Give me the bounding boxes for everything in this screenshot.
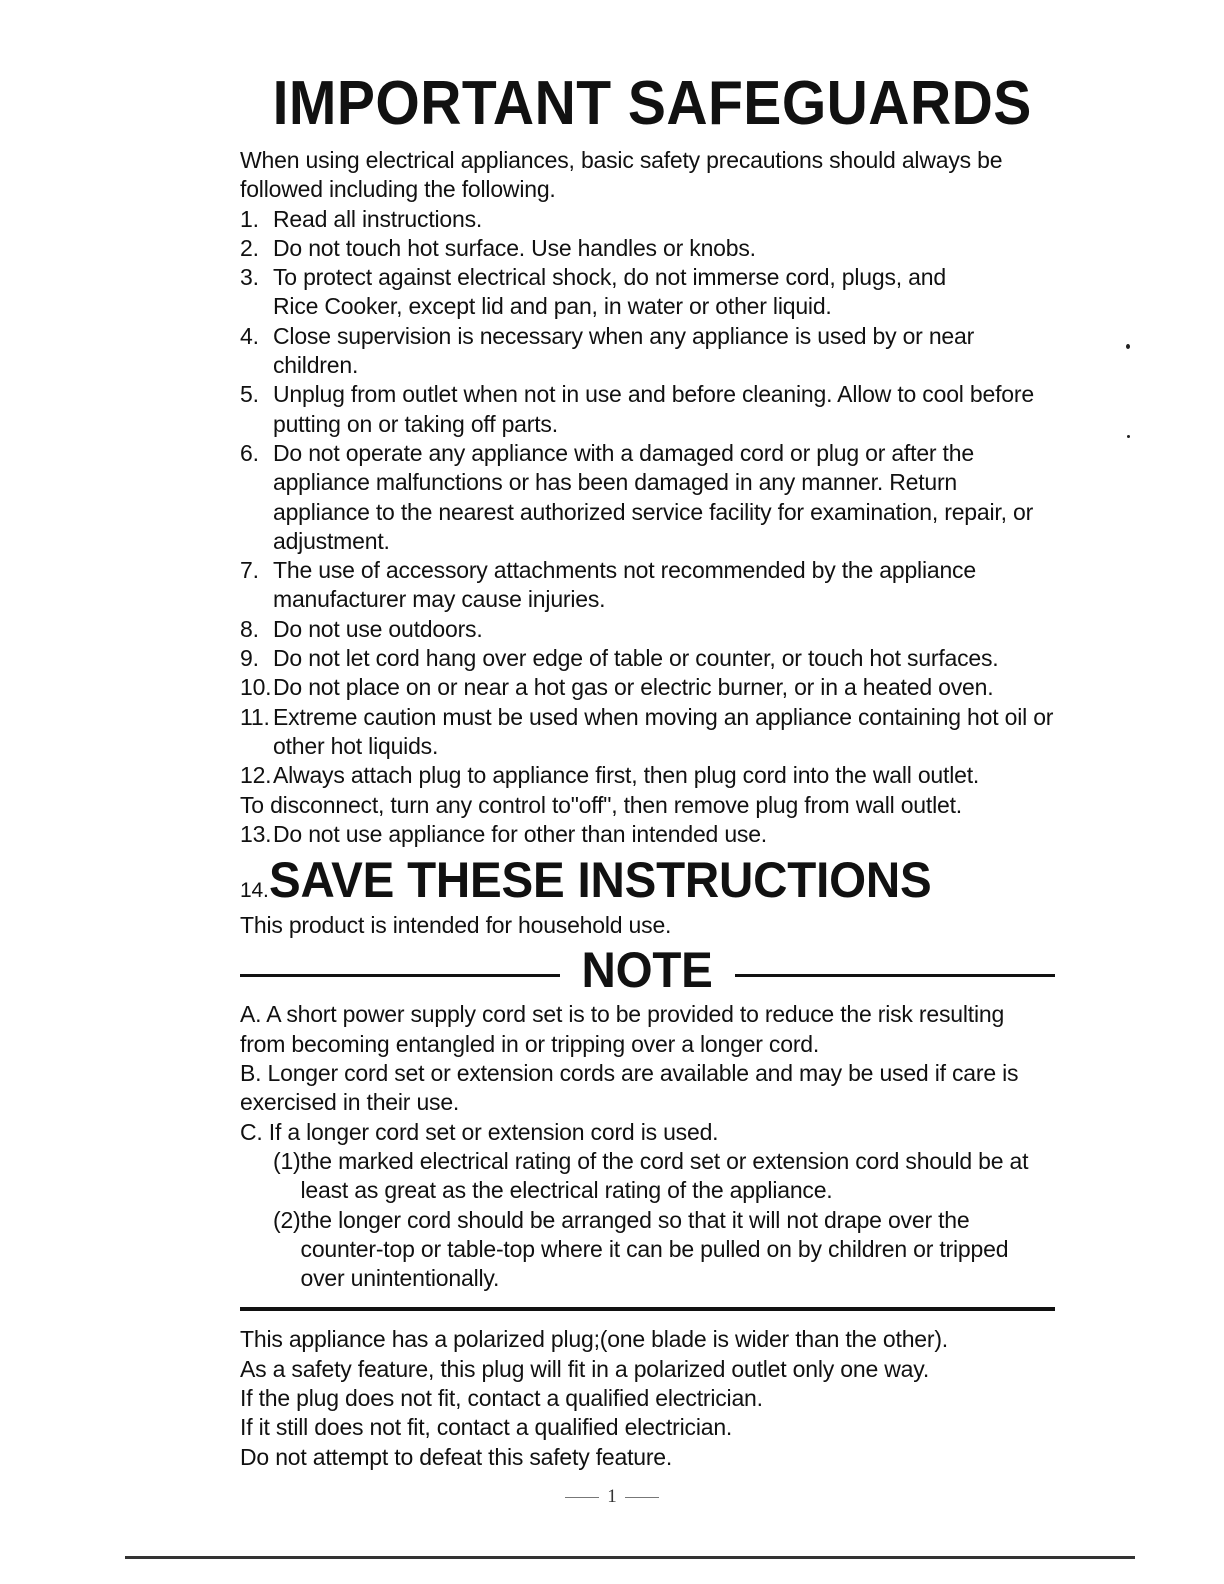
list-item: 1. Read all instructions. bbox=[240, 205, 483, 232]
list-item: 12. Always attach plug to appliance first, then plug cord into the wall outlet. bbox=[240, 762, 980, 789]
page-title: IMPORTANT SAFEGUARDS bbox=[272, 69, 1032, 138]
list-item: 3. To protect against electrical shock, do not immerse cord, plugs, and Rice Cooker, except lid and pan, in water or other liquid. bbox=[240, 264, 946, 320]
safeguards-page bbox=[240, 68, 1055, 1472]
page-dash-left bbox=[565, 1497, 599, 1498]
notes-section bbox=[240, 1000, 1055, 1293]
note-c-subitems bbox=[240, 1147, 1055, 1293]
polarized-line: Do not attempt to defeat this safety feature. bbox=[240, 1443, 673, 1470]
polarized-line: If the plug does not fit, contact a qualified electrician. bbox=[240, 1384, 763, 1411]
polarized-line: This appliance has a polarized plug;(one blade is wider than the other). bbox=[240, 1326, 948, 1353]
safeguard-list-cont bbox=[240, 820, 1055, 849]
list-item: 4. Close supervision is necessary when any appliance is used by or near children. bbox=[240, 322, 975, 379]
list-item: 11. Extreme caution must be used when moving an appliance containing hot oil or other hot liquids. bbox=[240, 703, 1054, 759]
list-item: 2. Do not touch hot surface. Use handles or knobs. bbox=[240, 234, 756, 261]
note-b: B. Longer cord set or extension cords are available and may be used if care is exercised in their use. bbox=[240, 1060, 1019, 1116]
note-a: A. A short power supply cord set is to be provided to reduce the risk resulting from becoming entangled in or tripping over a longer cord. bbox=[240, 1001, 1005, 1057]
list-item: 13. Do not use appliance for other than intended use. bbox=[240, 820, 767, 847]
safeguard-list bbox=[240, 205, 1055, 791]
list-item: 8. Do not use outdoors. bbox=[240, 615, 483, 642]
scan-edge-line bbox=[125, 1556, 1135, 1559]
list-item: 5. Unplug from outlet when not in use and before cleaning. Allow to cool before putting on or taking off parts. bbox=[240, 381, 1034, 437]
intro-paragraph: When using electrical appliances, basic safety precautions should always be followed including the following. bbox=[240, 147, 1003, 203]
list-item: (2) the longer cord should be arranged so that it will not drape over the counter-top or table-top where it can be pulled on by children or tripped over unintentionally. bbox=[273, 1206, 1009, 1292]
list-item: 10. Do not place on or near a hot gas or electric burner, or in a heated oven. bbox=[240, 674, 994, 701]
list-item: 6. Do not operate any appliance with a damaged cord or plug or after the appliance malfunctions or has been damaged in any manner. Return appliance to the nearest authorized service facility for examination, repair, or adjustment. bbox=[240, 439, 1034, 554]
note-c: C. If a longer cord set or extension cord is used. bbox=[240, 1118, 719, 1145]
list-item: 7. The use of accessory attachments not recommended by the appliance manufacturer may cause injuries. bbox=[240, 557, 976, 613]
section-divider bbox=[240, 1307, 1055, 1311]
note-heading bbox=[240, 940, 1055, 1000]
polarized-line: As a safety feature, this plug will fit in a polarized outlet only one way. bbox=[240, 1355, 930, 1382]
save-instructions-heading bbox=[240, 849, 1055, 911]
household-note: This product is intended for household use. bbox=[240, 912, 672, 939]
note-rule-right bbox=[735, 974, 1055, 977]
scan-speck bbox=[1127, 435, 1130, 438]
list-item: 9. Do not let cord hang over edge of table or counter, or touch hot surfaces. bbox=[240, 645, 999, 672]
scan-speck bbox=[1126, 344, 1130, 349]
disconnect-line: To disconnect, turn any control to"off", then remove plug from wall outlet. bbox=[240, 791, 962, 818]
page-number: 1 bbox=[0, 1486, 1224, 1508]
note-title: NOTE bbox=[581, 942, 714, 999]
note-rule-left bbox=[240, 974, 560, 977]
list-item: (1) the marked electrical rating of the cord set or extension cord should be at least as great as the electrical rating of the appliance. bbox=[273, 1147, 1029, 1204]
save-number: 14. bbox=[240, 879, 269, 903]
page-dash-right bbox=[625, 1497, 659, 1498]
save-title: SAVE THESE INSTRUCTIONS bbox=[268, 852, 932, 909]
polarized-plug-section bbox=[240, 1325, 1055, 1471]
polarized-line: If it still does not fit, contact a qualified electrician. bbox=[240, 1414, 733, 1441]
